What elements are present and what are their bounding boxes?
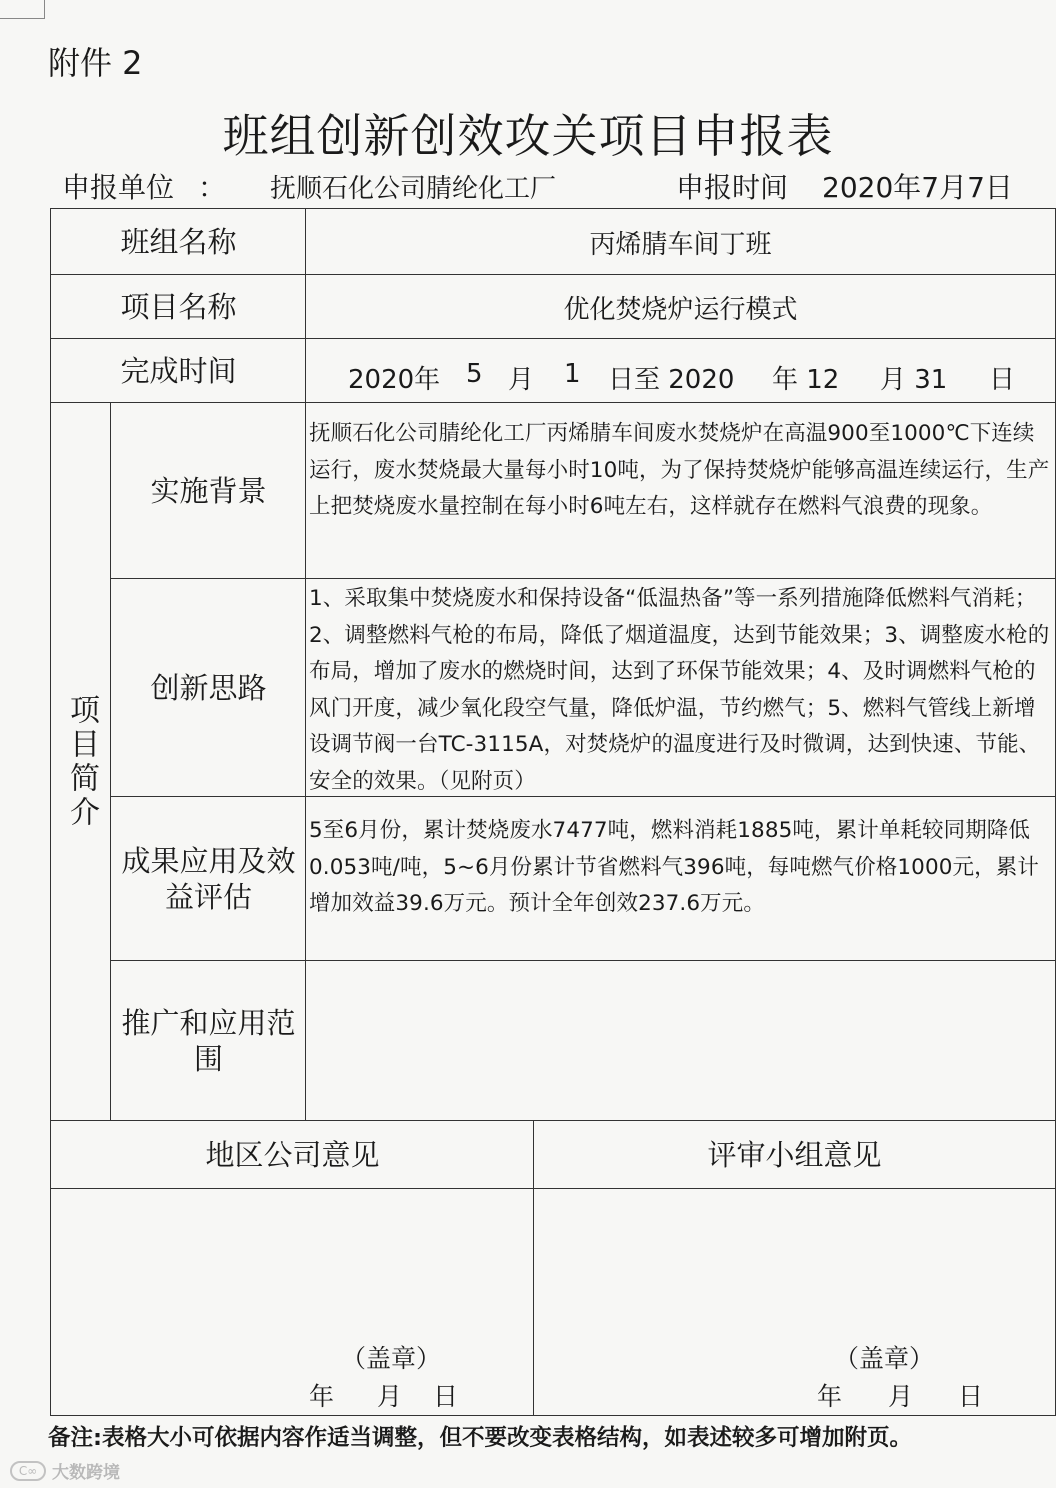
completion-to-year: 日至 2020: [608, 365, 735, 395]
watermark-text: 大数跨境: [52, 1463, 120, 1483]
innovation-text: 1、采取集中焚烧废水和保持设备“低温热备”等一系列措施降低燃料气消耗；2、调整燃料气枪的布局，降低了烟道温度，达到节能效果；3、调整废水枪的布局，增加了废水的燃烧时间，达到了环保节能效果；4、及时调燃料气枪的风门开度，减少氧化段空气量，降低炉温，节约燃气；5、燃料气管线上新增设调节阀一台TC-3115A，对焚烧炉的温度进行及时微调，达到快速、节能、安全的效果。（见附页）: [305, 578, 1056, 798]
promotion-scope-text: [305, 960, 1056, 1122]
completion-day-unit: 日: [989, 365, 1016, 395]
project-name-label: 项目名称: [50, 274, 307, 340]
promotion-scope-label: 推广和应用范围: [110, 960, 307, 1122]
team-name-value: 丙烯腈车间丁班: [305, 208, 1056, 276]
footer-remark: 备注:表格大小可依据内容作适当调整，但不要改变表格结构，如表述较多可增加附页。: [48, 1425, 912, 1451]
reporting-date-label: 申报时间: [676, 171, 789, 204]
completion-start-day: 1: [564, 359, 581, 389]
attachment-label: 附件 2: [48, 44, 143, 82]
innovation-label: 创新思路: [110, 578, 307, 798]
review-seal-label: （盖章）: [834, 1344, 935, 1373]
watermark-logo-icon: C∞: [10, 1461, 46, 1481]
page-corner-mark: [0, 0, 45, 19]
project-intro-label: 项目简介: [50, 402, 112, 1122]
page-title: 班组创新创效攻关项目申报表: [222, 109, 834, 163]
completion-time-value: [305, 338, 1056, 404]
completion-end-day: 月 31: [880, 365, 948, 395]
completion-time-label: 完成时间: [50, 338, 307, 404]
regional-seal-label: （盖章）: [341, 1344, 442, 1373]
background-label: 实施背景: [110, 402, 307, 580]
reporting-date-value: 2020年7月7日: [822, 171, 1013, 204]
reporting-unit-colon: ：: [198, 171, 227, 204]
completion-end-month: 年 12: [772, 365, 840, 395]
results-label: 成果应用及效益评估: [110, 796, 307, 962]
regional-company-opinion-box: （盖章） 年 月 日: [50, 1188, 535, 1416]
reporting-unit-label: 申报单位: [62, 171, 175, 204]
review-group-opinion-label: 评审小组意见: [533, 1120, 1056, 1190]
completion-start-month: 5: [466, 359, 483, 389]
watermark: [10, 1458, 120, 1483]
reporting-unit-value: 抚顺石化公司腈纶化工厂: [270, 174, 557, 204]
completion-start-year: 2020年: [348, 365, 441, 395]
completion-month-unit: 月: [508, 365, 535, 395]
review-group-opinion-box: （盖章） 年 月 日: [533, 1188, 1056, 1416]
application-form-table: [50, 208, 1056, 1416]
team-name-label: 班组名称: [50, 208, 307, 276]
results-text: 5至6月份，累计焚烧废水7477吨，燃料消耗1885吨，累计单耗较同期降低0.053吨/吨，5~6月份累计节省燃料气396吨，每吨燃气价格1000元，累计增加效益39.6万元。预计全年创效237.6万元。: [305, 796, 1056, 962]
background-text: 抚顺石化公司腈纶化工厂丙烯腈车间废水焚烧炉在高温900至1000℃下连续运行，废水焚烧最大量每小时10吨，为了保持焚烧炉能够高温连续运行，生产上把焚烧废水量控制在每小时6吨左右，这样就存在燃料气浪费的现象。: [305, 402, 1056, 580]
regional-company-opinion-label: 地区公司意见: [50, 1120, 535, 1190]
project-name-value: 优化焚烧炉运行模式: [305, 274, 1056, 340]
